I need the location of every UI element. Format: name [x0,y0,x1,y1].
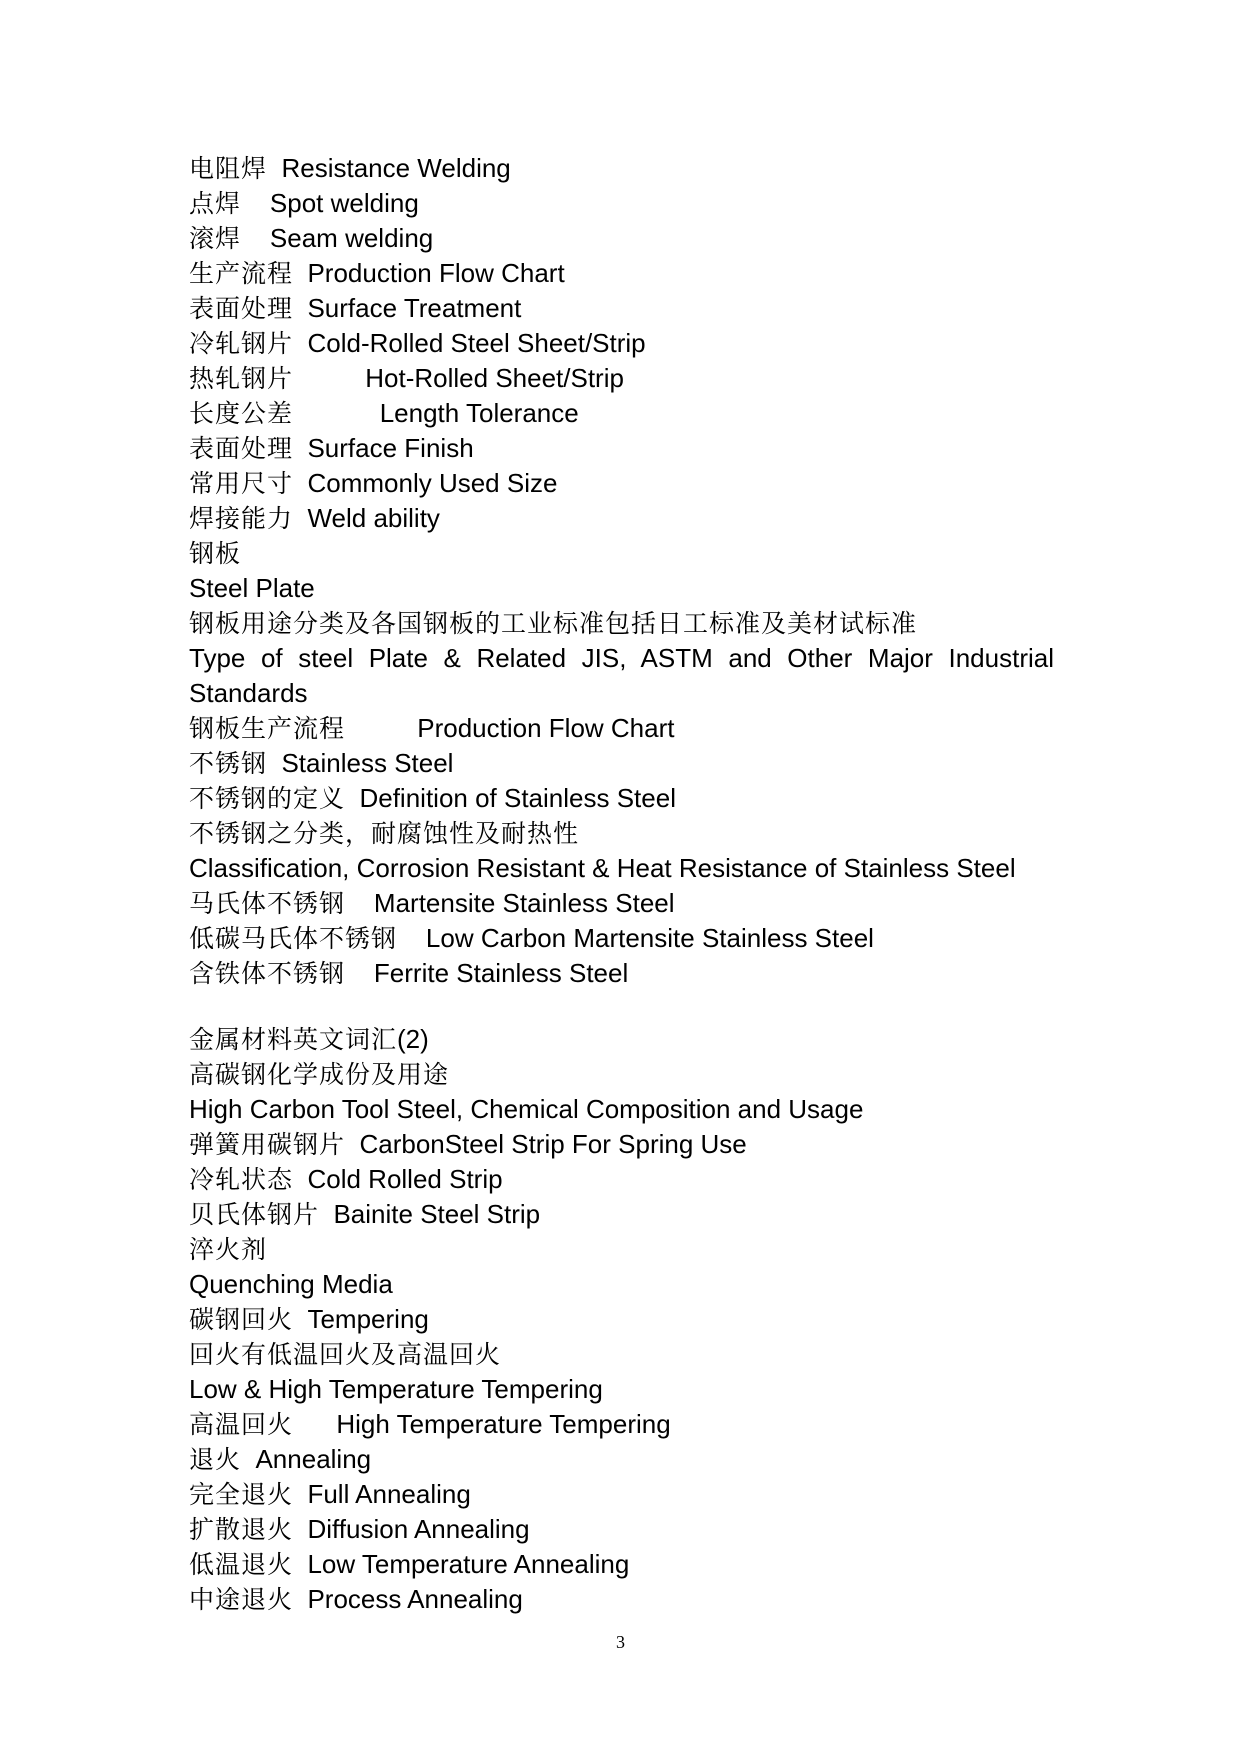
chinese-term: 中途退火 [189,1585,294,1614]
glossary-line [189,501,1054,536]
glossary-line [189,1477,1054,1512]
chinese-term: 焊接能力 [189,504,294,533]
term-separator [293,1584,307,1614]
chinese-term: 退火 [189,1445,242,1474]
chinese-term: 弹簧用碳钢片 [189,1130,346,1159]
chinese-term: 含铁体不锈钢 [189,959,346,988]
glossary-line [189,256,1054,291]
english-term: Spot welding [269,188,419,218]
english-term: Surface Finish [307,433,474,463]
english-term: Production Flow Chart [417,713,675,743]
glossary-line [189,886,1054,921]
chinese-term: 不锈钢 [189,749,268,778]
chinese-term: 表面处理 [189,434,294,463]
chinese-term: 表面处理 [189,294,294,323]
chinese-term: 不锈钢的定义 [189,784,346,813]
glossary-line [189,1127,1054,1162]
term-separator [293,398,380,428]
glossary-line [189,186,1054,221]
english-term: Process Annealing [307,1584,523,1614]
glossary-line [189,851,1054,886]
term-separator [293,293,307,323]
chinese-term: 点焊 [189,189,242,218]
glossary-line [189,1407,1054,1442]
chinese-term: 高温回火 [189,1410,294,1439]
term-separator [293,468,307,498]
chinese-term: 碳钢回火 [189,1305,294,1334]
english-term: Full Annealing [307,1479,471,1509]
glossary-line [189,1232,1054,1267]
chinese-term: 冷轧钢片 [189,329,294,358]
english-term: Length Tolerance [379,398,579,428]
glossary-line [189,1337,1054,1372]
english-term: Low & High Temperature Tempering [189,1374,603,1404]
english-term: Bainite Steel Strip [333,1199,541,1229]
term-separator [293,328,307,358]
english-term: Definition of Stainless Steel [359,783,676,813]
english-term: Annealing [255,1444,372,1474]
english-term: Type of steel Plate & Related JIS, ASTM and Other Major Industrial Standards [189,643,1054,708]
english-term: Diffusion Annealing [307,1514,530,1544]
term-separator [293,1514,307,1544]
chinese-term: 高碳钢化学成份及用途 [189,1060,450,1089]
glossary-line [189,606,1054,641]
glossary-line [189,1022,1054,1057]
glossary-line [189,781,1054,816]
glossary-line [189,746,1054,781]
chinese-term: 热轧钢片 [189,364,294,393]
term-separator [293,1304,307,1334]
english-term: Steel Plate [189,573,315,603]
term-separator [319,1199,333,1229]
term-separator [241,223,270,253]
glossary-line [189,1162,1054,1197]
english-term: High Carbon Tool Steel, Chemical Composition and Usage [189,1094,864,1124]
english-term: Cold Rolled Strip [307,1164,503,1194]
term-separator [293,258,307,288]
glossary-line [189,151,1054,186]
chinese-term: 滚焊 [189,224,242,253]
glossary-line [189,641,1054,711]
english-term: Cold-Rolled Steel Sheet/Strip [307,328,646,358]
glossary-line [189,1512,1054,1547]
chinese-term: 不锈钢之分类，耐腐蚀性及耐热性 [189,819,580,848]
glossary-line [189,221,1054,256]
english-term: Hot-Rolled Sheet/Strip [365,363,624,393]
page-number: 3 [616,1632,625,1652]
term-separator [293,1409,336,1439]
chinese-term: 电阻焊 [189,154,268,183]
chinese-term: 完全退火 [189,1480,294,1509]
term-separator [267,153,281,183]
term-separator [241,188,270,218]
glossary-line [189,1267,1054,1302]
chinese-term: 长度公差 [189,399,294,428]
term-separator [345,713,417,743]
glossary-line [189,1057,1054,1092]
glossary-line [189,361,1054,396]
chinese-term: 回火有低温回火及高温回火 [189,1340,502,1369]
term-separator [345,958,374,988]
chinese-term: 贝氏体钢片 [189,1200,320,1229]
chinese-term: 低碳马氏体不锈钢 [189,924,398,953]
glossary-line [189,536,1054,571]
term-separator [345,783,359,813]
english-term: Quenching Media [189,1269,393,1299]
english-term: Weld ability [307,503,440,533]
chinese-term: 冷轧状态 [189,1165,294,1194]
chinese-term: 低温退火 [189,1550,294,1579]
glossary-line [189,816,1054,851]
english-term: Resistance Welding [281,153,511,183]
chinese-term: 常用尺寸 [189,469,294,498]
glossary-line [189,431,1054,466]
glossary-content [189,151,1054,1617]
glossary-line [189,1442,1054,1477]
term-separator [345,1129,359,1159]
english-term: Stainless Steel [281,748,454,778]
glossary-line [189,1547,1054,1582]
glossary-line [189,1197,1054,1232]
glossary-line [189,291,1054,326]
chinese-term: 钢板生产流程 [189,714,346,743]
term-separator [293,1479,307,1509]
chinese-term: 金属材料英文词汇 [189,1025,398,1054]
english-term: Low Temperature Annealing [307,1549,630,1579]
english-term: Commonly Used Size [307,468,558,498]
glossary-line [189,1302,1054,1337]
chinese-term: 生产流程 [189,259,294,288]
glossary-line [189,1092,1054,1127]
term-separator [293,363,365,393]
glossary-line [189,466,1054,501]
chinese-term: 钢板用途分类及各国钢板的工业标准包括日工标准及美材试标准 [189,609,918,638]
term-separator [267,748,281,778]
english-term: Ferrite Stainless Steel [373,958,629,988]
english-term: (2) [397,1024,429,1054]
english-term: Seam welding [269,223,434,253]
chinese-term: 马氏体不锈钢 [189,889,346,918]
glossary-line [189,711,1054,746]
term-separator [293,1549,307,1579]
english-term: Martensite Stainless Steel [373,888,675,918]
term-separator [397,923,426,953]
english-term: Production Flow Chart [307,258,565,288]
glossary-line [189,326,1054,361]
english-term: Classification, Corrosion Resistant & Heat Resistance of Stainless Steel [189,853,1016,883]
term-separator [293,433,307,463]
blank-line [189,991,1054,1022]
chinese-term: 扩散退火 [189,1515,294,1544]
term-separator [241,1444,255,1474]
english-term: High Temperature Tempering [336,1409,671,1439]
term-separator [293,1164,307,1194]
english-term: Surface Treatment [307,293,522,323]
glossary-line [189,1582,1054,1617]
term-separator [345,888,374,918]
glossary-line [189,396,1054,431]
glossary-line [189,1372,1054,1407]
english-term: CarbonSteel Strip For Spring Use [359,1129,747,1159]
glossary-line [189,921,1054,956]
english-term: Low Carbon Martensite Stainless Steel [425,923,874,953]
chinese-term: 淬火剂 [189,1235,268,1264]
glossary-line [189,956,1054,991]
english-term: Tempering [307,1304,429,1334]
term-separator [293,503,307,533]
chinese-term: 钢板 [189,539,242,568]
glossary-line [189,571,1054,606]
